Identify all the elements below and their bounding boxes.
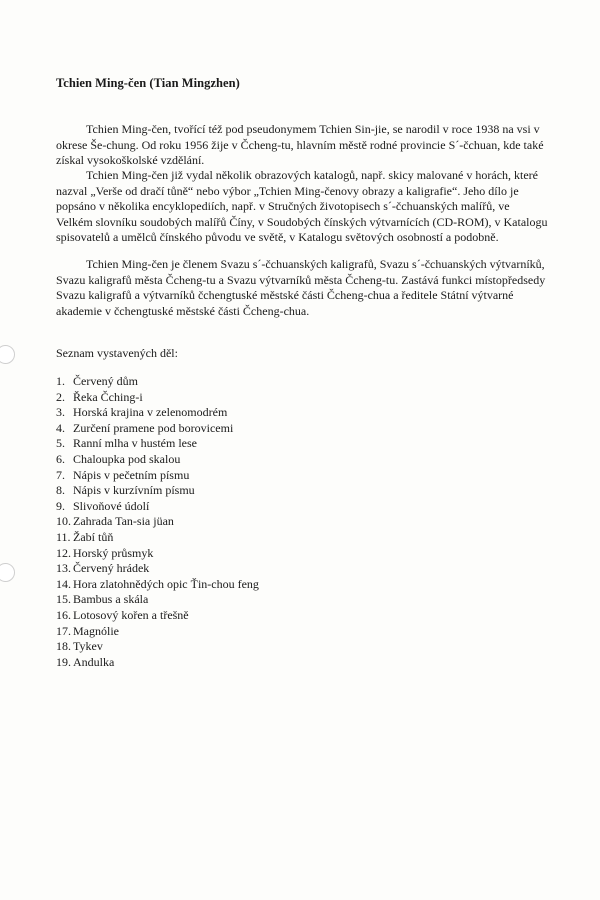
list-item-title: Lotosový kořen a třešně	[73, 607, 189, 622]
list-item	[56, 624, 259, 640]
list-item	[56, 374, 259, 390]
list-item-number: 2.	[56, 389, 65, 404]
list-item-number: 1.	[56, 374, 65, 388]
list-item	[56, 655, 259, 671]
list-item	[56, 592, 259, 608]
list-item	[56, 483, 259, 499]
list-item-number: 7.	[56, 467, 65, 482]
list-item-title: Nápis v kurzívním písmu	[73, 483, 195, 498]
punch-hole-icon	[0, 345, 15, 364]
list-item-number: 13.	[56, 561, 71, 576]
list-item-title: Horský průsmyk	[73, 545, 154, 560]
list-item-title: Červený dům	[73, 374, 138, 388]
list-item	[56, 530, 259, 546]
list-item	[56, 405, 259, 421]
list-item-title: Žabí tůň	[73, 529, 114, 544]
list-item-number: 9.	[56, 498, 65, 513]
list-item	[56, 514, 259, 530]
list-item-title: Zurčení pramene pod borovicemi	[73, 420, 234, 435]
list-item-number: 15.	[56, 592, 71, 607]
list-item-number: 8.	[56, 483, 65, 498]
bio-paragraph-2: Tchien Ming-čen již vydal několik obrazových katalogů, např. skicy malované v horách, které nazval „Verše od dračí tůně“ nebo výbor „Tchien Ming-čenovy obrazy a kaligrafie“. Jeho dílo je popsáno v několika encyklopediích, např. v Stručných životopisech s´-čchuanských malířů, ve Velkém slovníku soudobých malířů Číny, v Soudobých čínských výtvarnících (CD-ROM), v Katalogu spisovatelů a umělců čínského původu ve světě, v Katalogu světových osobností a podobně.	[56, 168, 548, 245]
list-item-number: 6.	[56, 451, 65, 466]
list-item-number: 17.	[56, 623, 71, 638]
list-item	[56, 608, 259, 624]
list-item-title: Ranní mlha v hustém lese	[73, 436, 197, 451]
list-item-number: 10.	[56, 514, 71, 529]
list-item	[56, 546, 259, 562]
list-item-title: Andulka	[73, 654, 115, 669]
list-item-number: 3.	[56, 405, 65, 420]
list-item-number: 19.	[56, 654, 71, 669]
list-item	[56, 452, 259, 468]
list-item-title: Chaloupka pod skalou	[73, 451, 181, 466]
list-item-title: Bambus a skála	[73, 592, 149, 607]
list-item-title: Nápis v pečetním písmu	[73, 467, 190, 482]
list-item-title: Slivoňové údolí	[73, 498, 150, 513]
list-item-title: Tykev	[73, 639, 103, 654]
list-item-title: Horská krajina v zelenomodrém	[73, 405, 228, 420]
list-item-number: 16.	[56, 607, 71, 622]
page-title: Tchien Ming-čen (Tian Mingzhen)	[56, 76, 240, 90]
list-item-title: Řeka Čching-i	[73, 389, 143, 404]
list-item	[56, 468, 259, 484]
list-item-number: 4.	[56, 420, 65, 435]
punch-hole-icon	[0, 563, 15, 582]
bio-paragraph-1: Tchien Ming-čen, tvořící též pod pseudonymem Tchien Sin-jie, se narodil v roce 1938 na vsi v okrese Še-chung. Od roku 1956 žije v Čcheng-tu, hlavním městě rodné provincie S´-čchuan, kde také získal vysokoškolské vzdělání.	[56, 122, 544, 168]
list-item	[56, 639, 259, 655]
list-item	[56, 436, 259, 452]
list-item-title: Zahrada Tan-sia jüan	[73, 514, 174, 529]
works-list	[56, 374, 259, 670]
list-item	[56, 421, 259, 437]
list-item-title: Hora zlatohnědých opic Ťin-chou feng	[73, 576, 259, 591]
list-item-title: Červený hrádek	[73, 561, 150, 576]
list-item	[56, 390, 259, 406]
list-item	[56, 561, 259, 577]
bio-paragraph-3: Tchien Ming-čen je členem Svazu s´-čchuanských kaligrafů, Svazu s´-čchuanských výtvarníků, Svazu kaligrafů města Čcheng-tu a Svazu výtvarníků města Čcheng-tu. Zastává funkci místopředsedy Svazu kaligrafů a výtvarníků čchengtuské městské části Čcheng-chua a ředitele Státní výtvarné akademie v čchengtuské městské části Čcheng-chua.	[56, 257, 546, 318]
list-item-number: 14.	[56, 576, 71, 591]
list-item-number: 11.	[56, 529, 71, 544]
list-item-number: 12.	[56, 545, 71, 560]
list-item	[56, 499, 259, 515]
list-item	[56, 577, 259, 593]
works-list-heading: Seznam vystavených děl:	[56, 346, 178, 360]
list-item-title: Magnólie	[73, 623, 119, 638]
list-item-number: 5.	[56, 436, 65, 451]
list-item-number: 18.	[56, 639, 71, 654]
